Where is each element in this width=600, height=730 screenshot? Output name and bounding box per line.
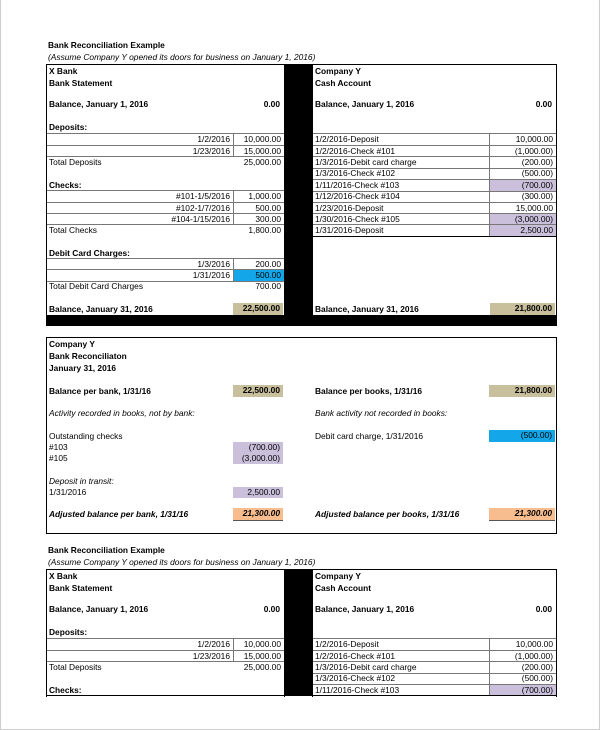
check-amount: 500.00 <box>255 203 281 213</box>
total-debit-label: Total Debit Card Charges <box>49 281 144 291</box>
entry-desc: 1/11/2016-Check #103 <box>315 180 400 190</box>
total-deposits-label: Total Deposits <box>49 157 102 167</box>
deposit-amount: 15,000.00 <box>243 651 281 661</box>
adjusted-bank-label: Adjusted balance per bank, 1/31/16 <box>49 509 189 519</box>
entry-amount: (1,000.00) <box>514 651 553 661</box>
adjusted-books-label: Adjusted balance per books, 1/31/16 <box>315 509 460 519</box>
company-opening-label: Balance, January 1, 2016 <box>315 604 415 614</box>
entry-desc: 1/31/2016-Deposit <box>315 225 384 235</box>
entry-desc: 1/2/2016-Check #101 <box>315 651 396 661</box>
entry-desc: 1/30/2016-Check #105 <box>315 214 400 224</box>
outstanding-ref: #105 <box>49 453 68 463</box>
entry-desc: 1/3/2016-Check #102 <box>315 168 396 178</box>
entry-amount: (200.00) <box>521 157 553 167</box>
entry-amount: (300.00) <box>521 191 553 201</box>
section-subtitle: (Assume Company Y opened its doors for business on January 1, 2016) <box>48 52 316 62</box>
entry-amount-highlighted: 2,500.00 <box>490 225 556 236</box>
bank-opening-label: Balance, January 1, 2016 <box>49 99 149 109</box>
recon-date: January 31, 2016 <box>49 363 117 373</box>
check-ref: #102-1/7/2016 <box>175 203 230 213</box>
entry-desc: 1/2/2016-Deposit <box>315 639 379 649</box>
deposit-transit-date: 1/31/2016 <box>49 487 87 497</box>
company-closing-label: Balance, January 31, 2016 <box>315 304 419 314</box>
divider-band <box>284 569 313 696</box>
section2-title: Bank Reconciliation Example <box>48 545 165 555</box>
check-amount: 1,000.00 <box>248 191 281 201</box>
bank-doc-title: Bank Statement <box>49 78 113 88</box>
outstanding-ref: #103 <box>49 442 68 452</box>
adjusted-bank-value: 21,300.00 <box>233 508 283 521</box>
total-deposits-value: 25,000.00 <box>243 157 281 167</box>
company-name: Company Y <box>315 571 361 581</box>
debit-amount: 200.00 <box>255 259 281 269</box>
entry-amount: (200.00) <box>521 662 553 672</box>
company-name: Company Y <box>315 66 361 76</box>
entry-desc: 1/2/2016-Deposit <box>315 134 379 144</box>
company-opening-value: 0.00 <box>535 99 552 109</box>
total-deposits-value: 25,000.00 <box>243 662 281 672</box>
entry-amount-highlighted: (700.00) <box>490 685 556 696</box>
bank-activity-label: Activity recorded in books, not by bank: <box>49 408 195 418</box>
company-opening-label: Balance, January 1, 2016 <box>315 99 415 109</box>
balance-per-bank-label: Balance per bank, 1/31/16 <box>49 386 151 396</box>
deposit-date: 1/2/2016 <box>197 134 230 144</box>
bank-closing-value: 22,500.00 <box>233 303 283 315</box>
debit-amount-highlighted: 500.00 <box>234 270 284 281</box>
outstanding-amount: (3,000.00) <box>233 453 283 464</box>
deposit-date: 1/2/2016 <box>197 639 230 649</box>
deposits-label: Deposits: <box>49 627 88 637</box>
book-activity-label: Bank activity not recorded in books: <box>315 408 448 418</box>
entry-amount: (500.00) <box>521 673 553 683</box>
entry-desc: 1/3/2016-Debit card charge <box>315 157 417 167</box>
total-checks-label: Total Checks <box>49 225 97 235</box>
recon-title: Bank Reconciliaton <box>49 351 127 361</box>
company-closing-value: 21,800.00 <box>490 303 555 315</box>
bank-opening-value: 0.00 <box>263 604 280 614</box>
entry-desc: 1/23/2016-Deposit <box>315 203 384 213</box>
deposit-date: 1/23/2016 <box>192 651 230 661</box>
debit-date: 1/3/2016 <box>197 259 230 269</box>
debit-card-label: Debit Card Charges: <box>49 248 130 258</box>
checks-label: Checks: <box>49 685 82 695</box>
debit-charge-value: (500.00) <box>489 430 555 442</box>
outstanding-checks-label: Outstanding checks <box>49 431 123 441</box>
bank-name: X Bank <box>49 66 78 76</box>
deposit-date: 1/23/2016 <box>192 146 230 156</box>
debit-date: 1/31/2016 <box>192 270 230 280</box>
entry-desc: 1/2/2016-Check #101 <box>315 146 396 156</box>
entry-amount: 10,000.00 <box>515 639 553 649</box>
entry-desc: 1/12/2016-Check #104 <box>315 191 400 201</box>
adjusted-books-value: 21,300.00 <box>489 508 555 521</box>
entry-amount-highlighted: (700.00) <box>490 180 556 191</box>
check-amount: 300.00 <box>255 214 281 224</box>
deposits-label: Deposits: <box>49 122 88 132</box>
recon-company: Company Y <box>49 339 95 349</box>
total-deposits-label: Total Deposits <box>49 662 102 672</box>
deposit-amount: 10,000.00 <box>243 134 281 144</box>
entry-desc: 1/11/2016-Check #103 <box>315 685 400 695</box>
bank-opening-label: Balance, January 1, 2016 <box>49 604 149 614</box>
entry-amount: (500.00) <box>521 168 553 178</box>
entry-amount: (1,000.00) <box>514 146 553 156</box>
deposit-amount: 15,000.00 <box>243 146 281 156</box>
bank-doc-title: Bank Statement <box>49 583 113 593</box>
company-doc-title: Cash Account <box>315 78 371 88</box>
divider-band <box>284 64 313 316</box>
bank-name: X Bank <box>49 571 78 581</box>
entry-amount: 10,000.00 <box>515 134 553 144</box>
deposit-transit-amount: 2,500.00 <box>233 487 283 498</box>
deposit-amount: 10,000.00 <box>243 639 281 649</box>
outstanding-amount: (700.00) <box>233 442 283 453</box>
section-title: Bank Reconciliation Example <box>48 40 165 50</box>
company-doc-title: Cash Account <box>315 583 371 593</box>
reconciliation-box <box>46 337 557 534</box>
checks-label: Checks: <box>49 180 82 190</box>
check-ref: #104-1/15/2016 <box>171 214 230 224</box>
balance-per-bank-value: 22,500.00 <box>233 385 283 397</box>
entry-amount-highlighted: (3,000.00) <box>490 214 556 225</box>
total-checks-value: 1,800.00 <box>248 225 281 235</box>
bank-closing-label: Balance, January 31, 2016 <box>49 304 153 314</box>
section2-subtitle: (Assume Company Y opened its doors for business on January 1, 2016) <box>48 557 316 567</box>
entry-amount: 15,000.00 <box>515 203 553 213</box>
company-opening-value: 0.00 <box>535 604 552 614</box>
bank-opening-value: 0.00 <box>263 99 280 109</box>
debit-charge-label: Debit card charge, 1/31/2016 <box>315 431 424 441</box>
entry-desc: 1/3/2016-Debit card charge <box>315 662 417 672</box>
balance-per-books-value: 21,800.00 <box>489 385 555 397</box>
check-ref: #101-1/5/2016 <box>175 191 230 201</box>
balance-per-books-label: Balance per books, 1/31/16 <box>315 386 423 396</box>
total-debit-value: 700.00 <box>255 281 281 291</box>
entry-desc: 1/3/2016-Check #102 <box>315 673 396 683</box>
deposit-transit-label: Deposit in transit: <box>49 476 114 486</box>
